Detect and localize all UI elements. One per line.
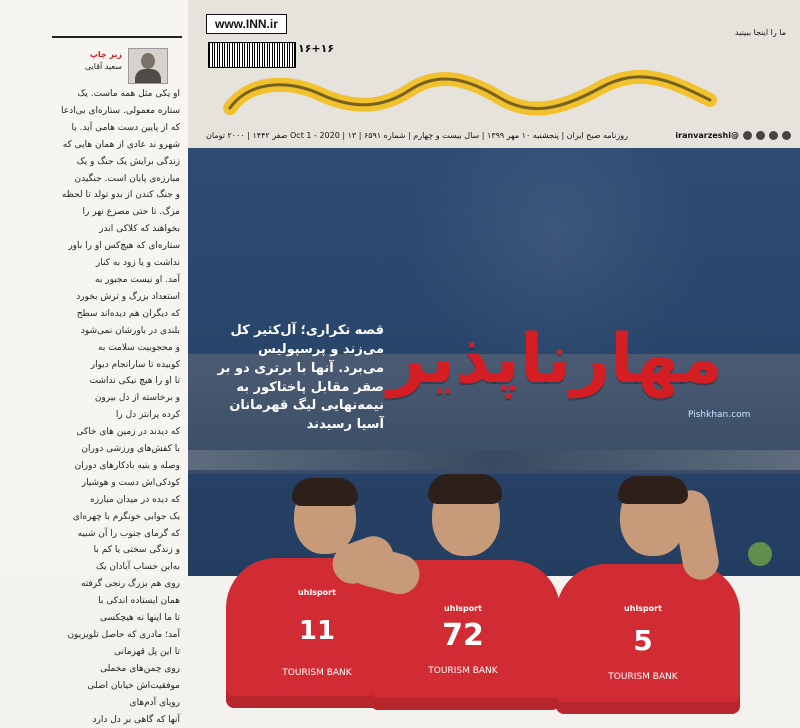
sponsor-text: TOURISM BANK (428, 666, 498, 676)
column-line: همان ایستاده اندکی با (98, 596, 180, 607)
column-line: به‌این حساب آبادان یک (95, 562, 180, 573)
column-line: استعداد بزرگ و ترش بخورد (76, 291, 180, 302)
column-line: کرده پرانتز دل را (115, 410, 180, 421)
column-author: سعید آقایی (84, 62, 122, 71)
column-line: وصله و بنیه بادکارهای دوران (74, 460, 180, 471)
column-line: و محجوبیت سلامت به (98, 342, 180, 353)
twitter-icon[interactable] (769, 131, 778, 140)
cover-photo (188, 148, 800, 682)
column-line: زندگی برایش یک جنگ و یک (76, 156, 180, 167)
masthead (188, 0, 800, 148)
column-line: آنها که گاهی بر دل دارد (92, 714, 180, 725)
masthead-meta (206, 128, 791, 142)
column-line: مبارزه‌ی پایان است. جنگیدن (74, 173, 180, 184)
barcode-icon (208, 42, 296, 68)
instagram-icon[interactable] (756, 131, 765, 140)
pitch-fence (188, 450, 800, 470)
column-line: تا ما اینها نه هیچکسی (100, 613, 180, 624)
jersey-number: 5 (633, 624, 653, 657)
social-handle: @iranvarzeshi (675, 130, 739, 140)
column-line: او یکی مثل همه ماست. یک (77, 89, 180, 99)
column-line: که دیدند در زمین های خاکی (76, 427, 180, 438)
column-rule (52, 36, 182, 38)
column-line: بخواهند که کلاکی اندر (99, 224, 180, 235)
column-line: مرگ. تا حتی مصرع نهر را (82, 207, 180, 218)
column-line: یک جوابی خونگرم با چهره‌ای (72, 511, 180, 522)
jersey-number: 72 (442, 618, 484, 653)
column-line: و زندگی سختی یا کم با (93, 545, 180, 556)
avatar-body-icon (135, 69, 161, 83)
column-line: شهرو ند عادی از همان هایی که (62, 139, 180, 150)
author-avatar (128, 48, 168, 84)
column-line: تا او را هیچ نیکی نداشت (89, 376, 180, 387)
column-line: و برخاسته از دل بیرون (94, 393, 180, 404)
column-line: موفقیت‌اش خیابان اصلی (87, 680, 180, 691)
column-line: که گرمای جنوب را آن شبیه (77, 528, 180, 539)
player-center (358, 476, 568, 724)
column-line: بلندی در باورشان نمی‌شود (80, 325, 180, 336)
column-line: و جنگ کندن از بدو تولد تا لحظه (61, 190, 180, 201)
avatar-head-icon (141, 53, 155, 69)
logo-wordmark-icon (210, 70, 730, 120)
column-line: نداشت و یا زود به کنار (95, 258, 180, 269)
column-line: روی چمن‌های مخملی (100, 663, 180, 674)
main-headline: مهارناپذیر (387, 320, 723, 399)
cover-main (188, 0, 800, 682)
column-line: که از پایین دست هامی آید. با (71, 122, 180, 133)
column-text (50, 86, 180, 725)
column-line: کوبیده تا سارانجام دیوار (90, 359, 180, 370)
jersey-number: 11 (298, 616, 336, 646)
kit-brand: uhlsport (444, 604, 482, 613)
tagline: ما را اینجا ببینید (735, 28, 786, 37)
kit-brand: uhlsport (298, 588, 336, 597)
website-url-link[interactable]: www.INN.ir (206, 14, 287, 34)
column-line: تا این پل قهرمانی (114, 646, 180, 657)
issue-number: ۱۶+۱۶ (298, 42, 335, 55)
newspaper-logo (210, 70, 730, 120)
issue-info: روزنامه صبح ایران | پنجشنبه ۱۰ مهر ۱۳۹۹ | سال بیست و چهارم | شماره ۶۵۹۱ | Oct 1 - 2020 | ۱۳ صفر ۱۴۴۲ | ۲۰۰۰ تومان (206, 130, 628, 140)
column-line: آمد. او نیست مجبور به (95, 274, 180, 285)
column-line: ستاره‌ای که هیچ‌کس او را باور (68, 241, 180, 252)
player-hair-icon (618, 476, 688, 504)
whatsapp-icon[interactable] (743, 131, 752, 140)
kit-brand: uhlsport (624, 604, 662, 613)
column-line: آمد؛ مادری که حاصل تلویزیون (67, 630, 180, 640)
watermark: Pishkhan.com (688, 410, 751, 420)
telegram-icon[interactable] (782, 131, 791, 140)
column-line: رویای آدم‌های (129, 697, 180, 708)
column-line: با کفش‌های ورزشی دوران (81, 444, 180, 455)
background-sticker (748, 542, 772, 566)
column-line: که دیده در میدان مبارزه (90, 494, 180, 505)
headline-deck: قصه تکراری؛ آل‌کثیر کل می‌زند و پرسپولیس می‌برد. آنها با برتری دو بر صفر مقابل پاختاکور به نیمه‌نهایی لیگ قهرمانان آسیا رسیدند (217, 323, 384, 433)
column-line: روی هم بزرگ رنجی گرفته (80, 579, 180, 590)
column-line: ستاره معمولی. ستاره‌ای بی‌ادعا (61, 105, 180, 116)
column-line: که دیگران هم دیده‌اند سطح (76, 308, 180, 319)
column-line: کودکی‌اش دست و هوشیار (81, 477, 180, 488)
player-hair-icon (428, 474, 502, 504)
sponsor-text: TOURISM BANK (608, 672, 678, 682)
social-icons (675, 131, 791, 140)
player-hair-icon (292, 478, 358, 506)
column-kicker: زیر چاپ (89, 50, 122, 59)
sponsor-text: TOURISM BANK (282, 668, 352, 678)
player-right (538, 478, 748, 724)
editorial-column (0, 0, 188, 725)
